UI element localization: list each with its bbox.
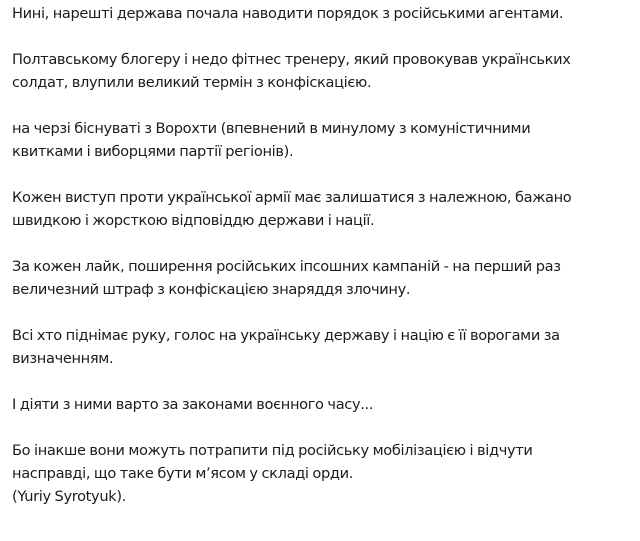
text-line: квитками і виборцями партії регіонів). (12, 143, 294, 160)
text-line: Нині, нарешті держава почала наводити порядок з російськими агентами. (12, 5, 564, 22)
text-line: І діяти з ними варто за законами воєнного часу... (12, 396, 374, 413)
paragraph (12, 48, 628, 94)
paragraph (12, 324, 628, 370)
paragraph (12, 2, 628, 25)
text-line: на черзі біснуваті з Ворохти (впевнений в минулому з комуністичними (12, 120, 531, 137)
text-line: Кожен виступ проти української армії має залишатися з належною, бажано (12, 189, 572, 206)
text-line: насправді, що таке бути м’ясом у складі орди. (12, 465, 354, 482)
paragraph (12, 117, 628, 163)
text-line: швидкою і жорсткою відповіддю держави і нації. (12, 212, 375, 229)
post-body (12, 2, 628, 508)
paragraph (12, 439, 628, 508)
paragraph (12, 255, 628, 301)
text-line: За кожен лайк, поширення російських іпсошних кампаній - на перший раз (12, 258, 561, 275)
text-line: величезний штраф з конфіскацією знаряддя злочину. (12, 281, 411, 298)
author-signature: (Yuriy Syrotyuk). (12, 488, 126, 505)
paragraph (12, 393, 628, 416)
text-line: Полтавському блогеру і недо фітнес тренеру, який провокував українських (12, 51, 571, 68)
text-line: Всі хто піднімає руку, голос на українську державу і націю є її ворогами за (12, 327, 560, 344)
paragraph (12, 186, 628, 232)
text-line: солдат, влупили великий термін з конфіскацією. (12, 74, 372, 91)
text-line: визначенням. (12, 350, 114, 367)
text-line: Бо інакше вони можуть потрапити під російську мобілізацією і відчути (12, 442, 533, 459)
